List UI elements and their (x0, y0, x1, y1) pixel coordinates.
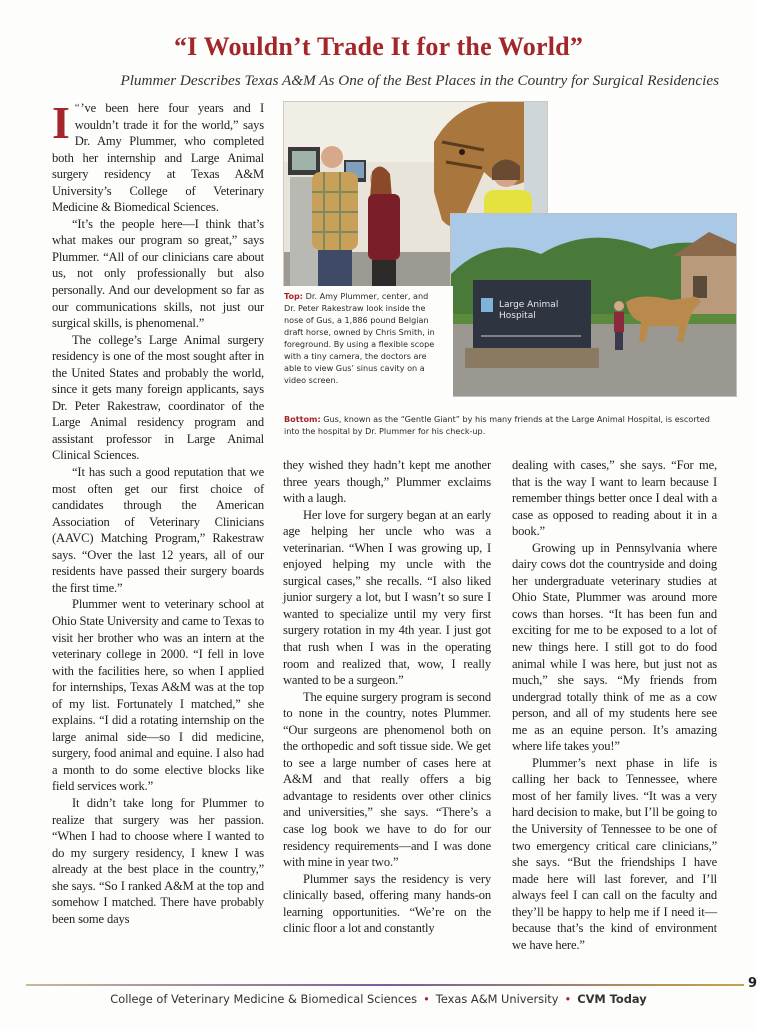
page-number: 9 (747, 976, 757, 991)
article-column-3 (512, 457, 717, 953)
footer-brand: CVM Today (577, 992, 647, 1006)
article-title: “I Wouldn’t Trade It for the World” (173, 32, 584, 61)
paragraph: The equine surgery program is second to none in the country, notes Plummer. “Our surgeons are phenomenol both on the orthopedic and soft tissue side. We get to see a large number of cases here at A&M and that really offers a big advantage to residents over other clinics and universities,” she says. “There’s a case log book we have to do for our residency requirements—and I was done with mine in year two.” (283, 689, 491, 870)
caption-top-text: Dr. Amy Plummer, center, and Dr. Peter Rakestraw look inside the nose of Gus, a 1,886 pound Belgian draft horse, owned by Chris Smith, in foreground. By using a flexible scope with a tiny camera, the doctors are able to view Gus’ sinus cavity on a video screen. (284, 291, 435, 385)
caption-bottom-label: Bottom: (284, 414, 321, 424)
footer-college: College of Veterinary Medicine & Biomedical Sciences (110, 992, 418, 1006)
paragraph: Plummer says the residency is very clinically based, offering many hands-on learning opportunities. “We’re on the clinic floor a lot and constantly (283, 871, 491, 936)
paragraph-text: ’ve been here four years and I wouldn’t trade it for the world,” says Dr. Amy Plummer, who completed both her internship and Large Animal surgery residency at Texas A&M University’s College of Veterinary Medicine & Biomedical Sciences. (52, 101, 264, 215)
sign-line-1: Large Animal (499, 300, 559, 310)
footer-bullet-icon: • (564, 992, 572, 1006)
caption-bottom (284, 413, 714, 437)
paragraph (52, 97, 264, 216)
open-quote: “ (74, 102, 80, 114)
footer-university: Texas A&M University (435, 992, 559, 1006)
paragraph: “It’s the people here—I think that’s what makes our program so great,” says Plummer. “All of our clinicians care about us, not only professionally but also personally. And our development so far as our communications skills, not just our surgical skills, is phenomenal.” (52, 216, 264, 331)
paragraph: Plummer went to veterinary school at Ohio State University and came to Texas to visit her brother who was an intern at the veterinary college in 2000. “I fell in love with the facilities here, so when I applied for internships, Texas A&M was at the top of my list. Fortunately I matched,” she explains. “I did a rotating internship on the large animal side—so I did medicine, surgery, food animal and equine. I also had a month to do some elective blocks like field services work.” (52, 597, 264, 794)
paragraph: The college’s Large Animal surgery residency is one of the most sought after in the United States and probably the world, since it gets many foreign applicants, says Dr. Peter Rakestraw, coordinator of the Large Animal residency program and assistant professor in Large Animal Clinical Sciences. (52, 332, 264, 463)
paragraph: It didn’t take long for Plummer to realize that surgery was her passion. “When I had to choose where I wanted to do my surgery residency, I knew I was already at the best place in the country,” she says. “So I ranked A&M at the top and somehow I matched. There have probably been some days (52, 795, 264, 926)
drop-cap: I (52, 97, 70, 148)
footer-bullet-icon: • (423, 992, 430, 1006)
article-subtitle: Plummer Describes Texas A&M As One of the Best Places in the Country for Surgical Residencies (120, 72, 719, 89)
caption-top-label: Top: (284, 291, 304, 301)
footer-rule (26, 984, 744, 986)
photo-hospital-exterior-illustration (451, 214, 736, 396)
sign-line-2: Hospital (499, 311, 536, 321)
paragraph: Plummer’s next phase in life is calling her back to Tennessee, where most of her family lives. “It was a very hard decision to make, but I’ll be going to the University of Tennessee to be one of two emergency critical care clinicians,” she says. “But the friendships I have made here will last forever, and I’ll always feel I can call on the faculty and they’ll be happy to help me if I need it—because that’s the kind of environment we have here.” (512, 755, 717, 952)
page-footer (0, 992, 757, 1006)
article-column-1 (52, 97, 264, 927)
paragraph: Growing up in Pennsylvania where dairy cows dot the countryside and doing her undergraduate veterinary studies at Ohio State, Plummer was around more cows than horses. “It has been fun and exciting for me to be exposed to a lot of new things here. I still got to do food animal while I was here, but just not as much,” she says. “My friends from undergrad totally think of me as a cow person, and all of my students here see me as an equine person. It’s amazing where life takes you!” (512, 540, 717, 754)
article-column-2 (283, 457, 491, 937)
caption-bottom-text: Gus, known as the “Gentle Giant” by his many friends at the Large Animal Hospital, is escorted into the hospital by Dr. Plummer for his check-up. (284, 414, 710, 436)
photo-hospital-exterior (450, 213, 737, 397)
paragraph: they wished they hadn’t kept me another three years though,” Plummer exclaims with a laugh. (283, 458, 491, 506)
paragraph: Her love for surgery began at an early age helping her uncle who was a veterinarian. “When I was growing up, I enjoyed helping my uncle with the surgical cases,” she recalls. “I also liked junior surgery a lot, but I wasn’t so sure I wanted to specialize until my very first surgery rotation in my 4th year. I just got that rush when I was in the operating room and realized that, wow, I really wanted to be a surgeon.” (283, 507, 491, 688)
paragraph: “It has such a good reputation that we most often get our first choice of candidates through the American Association of Veterinary Clinicians (AAVC) Matching Program,” Rakestraw says. “Over the last 12 years, all of our residents have passed their surgery boards the first time.” (52, 465, 264, 595)
caption-top (284, 290, 440, 386)
paragraph: dealing with cases,” she says. “For me, that is the way I want to learn because I remember things better once I deal with a case as opposed to reading about it in a book.” (512, 458, 717, 539)
